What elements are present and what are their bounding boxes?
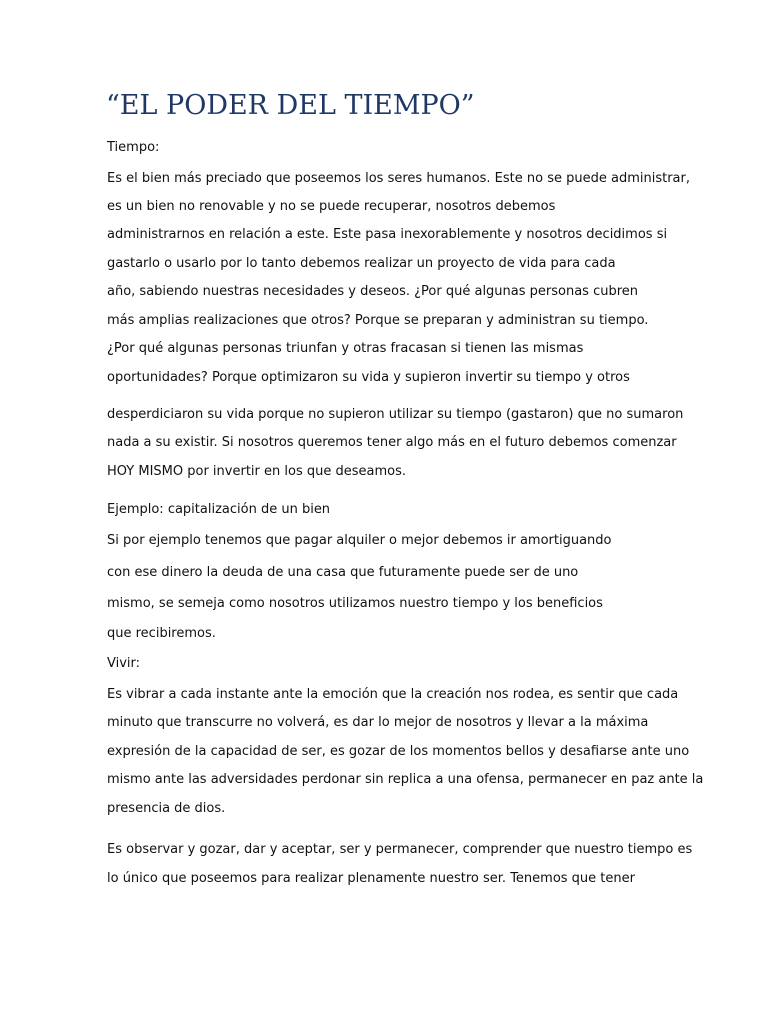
paragraph-4-line-4: mismo ante las adversidades perdonar sin replica a una ofensa, permanecer en paz ante la [107, 772, 704, 787]
document-title: “EL PODER DEL TIEMPO” [106, 90, 475, 121]
paragraph-4-line-2: minuto que transcurre no volverá, es dar lo mejor de nosotros y llevar a la máxima [107, 715, 649, 730]
paragraph-4-line-5: presencia de dios. [107, 801, 226, 816]
paragraph-3-line-1: Si por ejemplo tenemos que pagar alquiler o mejor debemos ir amortiguando [107, 533, 612, 548]
paragraph-5-line-1: Es observar y gozar, dar y aceptar, ser y permanecer, comprender que nuestro tiempo es [107, 842, 693, 857]
paragraph-3-line-3: mismo, se semeja como nosotros utilizamos nuestro tiempo y los beneficios [107, 596, 603, 611]
paragraph-3-line-4: que recibiremos. [107, 626, 216, 641]
paragraph-1-line-6: más amplias realizaciones que otros? Porque se preparan y administran su tiempo. [107, 313, 649, 328]
paragraph-1-line-8: oportunidades? Porque optimizaron su vida y supieron invertir su tiempo y otros [107, 370, 630, 385]
heading-tiempo: Tiempo: [107, 140, 160, 155]
heading-vivir: Vivir: [107, 656, 141, 671]
paragraph-1-line-3: administrarnos en relación a este. Este pasa inexorablemente y nosotros decidimos si [107, 227, 668, 242]
paragraph-1-line-2: es un bien no renovable y no se puede recuperar, nosotros debemos [107, 199, 556, 214]
paragraph-4-line-3: expresión de la capacidad de ser, es gozar de los momentos bellos y desafiarse ante uno [107, 744, 690, 759]
paragraph-5-line-2: lo único que poseemos para realizar plenamente nuestro ser. Tenemos que tener [107, 871, 635, 886]
paragraph-3-line-2: con ese dinero la deuda de una casa que futuramente puede ser de uno [107, 565, 579, 580]
paragraph-2-line-3: HOY MISMO por invertir en los que deseamos. [107, 464, 406, 479]
heading-ejemplo: Ejemplo: capitalización de un bien [107, 502, 331, 517]
paragraph-1-line-1: Es el bien más preciado que poseemos los seres humanos. Este no se puede administrar, [107, 171, 690, 186]
paragraph-2-line-1: desperdiciaron su vida porque no supieron utilizar su tiempo (gastaron) que no sumaron [107, 407, 684, 422]
paragraph-1-line-7: ¿Por qué algunas personas triunfan y otras fracasan si tienen las mismas [107, 341, 584, 356]
paragraph-1-line-4: gastarlo o usarlo por lo tanto debemos realizar un proyecto de vida para cada [107, 256, 616, 271]
paragraph-4-line-1: Es vibrar a cada instante ante la emoción que la creación nos rodea, es sentir que cada [107, 687, 679, 702]
paragraph-1-line-5: año, sabiendo nuestras necesidades y deseos. ¿Por qué algunas personas cubren [107, 284, 639, 299]
paragraph-2-line-2: nada a su existir. Si nosotros queremos tener algo más en el futuro debemos comenzar [107, 435, 677, 450]
